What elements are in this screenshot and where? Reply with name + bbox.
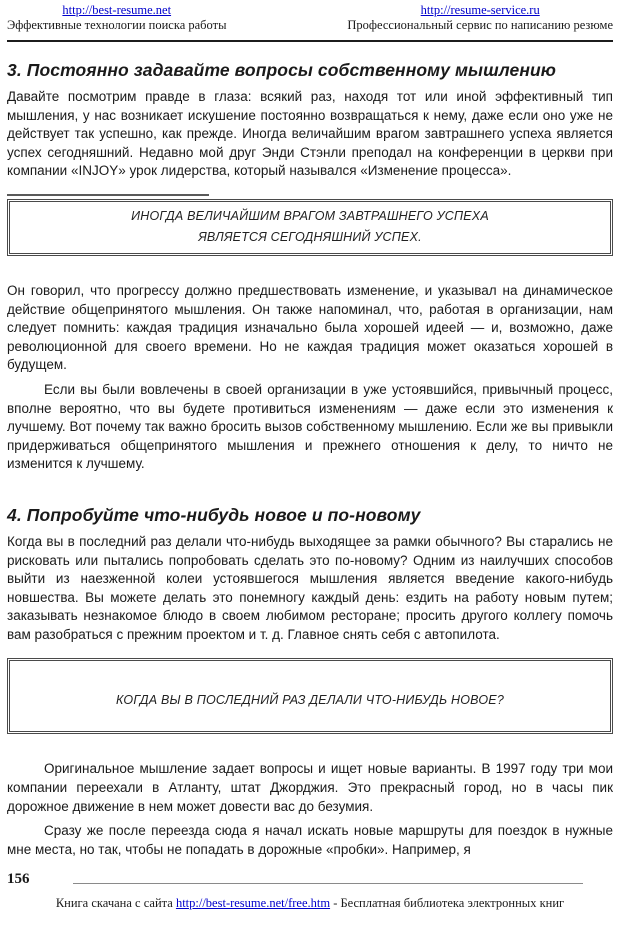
masthead-right-tagline: Профессиональный сервис по написанию резюме <box>347 18 613 32</box>
masthead <box>7 3 613 33</box>
masthead-left-tagline: Эффективные технологии поиска работы <box>7 18 227 32</box>
section-4-heading: 4. Попробуйте что-нибудь новое и по-новому <box>7 504 421 525</box>
footer-divider <box>73 883 584 884</box>
section-3-paragraph-2: Он говорил, что прогрессу должно предшествовать изменение, и указывал на динамическое действие общепринятого мышления. Он также напоминал, что, работая в организации, нам следует помнить: каждая традиция изначально была хорошей идеей — и, возможно, даже революционной для своего времени. Но не каждая традиция может оказаться хорошей в будущем. <box>7 282 613 373</box>
masthead-right <box>347 3 613 33</box>
footer-row <box>7 872 613 887</box>
quote-box-success <box>7 199 613 256</box>
section-4-paragraph-3: Сразу же после переезда сюда я начал искать новые маршруты для поездок в нужные мне места, но так, чтобы не попадать в дорожные «пробки». Например, я <box>7 823 613 857</box>
quote-box-new <box>7 658 613 734</box>
free-library-link[interactable]: http://best-resume.net/free.htm <box>175 896 331 911</box>
section-4-paragraph-1: Когда вы в последний раз делали что-нибудь выходящее за рамки обычного? Вы старались не рисковать или пытались попробовать сделать это по-новому? Одним из наилучших способов выйти из наезженной колеи устоявшегося мышления является введение какого-нибудь новшества. Вы можете делать это понемногу каждый день: ездить на работу новым путем; заказывать незнакомое блюдо в своем любимом ресторане; просить другого коллегу помочь вам разобраться с прежним проектом и т. д. Главное снять себя с автопилота. <box>7 533 613 642</box>
section-4-paragraph-2: Оригинальное мышление задает вопросы и ищет новые варианты. В 1997 году три мои компании переехали в Атланту, штат Джорджия. Это прекрасный город, но в часы пик дорожное движение в нем может довести вас до безумия. <box>7 761 613 814</box>
footer-note-suffix: - Бесплатная библиотека электронных книг <box>330 896 565 911</box>
resume-service-link[interactable]: http://resume-service.ru <box>420 3 540 17</box>
header-divider <box>7 40 613 42</box>
quote-box-top-rule <box>7 194 209 196</box>
masthead-left <box>7 3 226 33</box>
section-3-paragraph-3: Если вы были вовлечены в своей организации в уже устоявшийся, привычный процесс, вполне вероятно, что вы будете противиться изменениям — даже если это изменения к лучшему. Вот почему так важно бросить вызов собственному мышлению. Если же вы привыкли придерживаться общепринятого мышления и прежнего отношения к делу, то ничто не изменится к лучшему. <box>7 381 613 472</box>
quote-line-1: ИНОГДА ВЕЛИЧАЙШИМ ВРАГОМ ЗАВТРАШНЕГО УСПЕХА <box>131 208 489 223</box>
footer-note-prefix: Книга скачана с сайта <box>55 896 176 911</box>
section-3-paragraph-1: Давайте посмотрим правде в глаза: всякий раз, находя тот или иной эффективный тип мышления, у нас возникает искушение постоянно возвращаться к нему, даже если оно уже не действует так успешно, как прежде. Иногда величайшим врагом завтрашнего успеха является успех сегодняшний. Недавно мой друг Энди Стэнли преподал на конференции в церкви при компании «INJOY» урок лидерства, который назывался «Изменение процесса». <box>7 89 613 179</box>
page-number: 156 <box>7 871 30 888</box>
section-3-heading: 3. Постоянно задавайте вопросы собственному мышлению <box>7 60 557 80</box>
best-resume-link[interactable]: http://best-resume.net <box>62 3 172 17</box>
footer-note <box>7 896 613 911</box>
quote-line-new: КОГДА ВЫ В ПОСЛЕДНИЙ РАЗ ДЕЛАЛИ ЧТО-НИБУДЬ НОВОЕ? <box>116 693 504 708</box>
quote-line-2: ЯВЛЯЕТСЯ СЕГОДНЯШНИЙ УСПЕХ. <box>198 229 422 244</box>
